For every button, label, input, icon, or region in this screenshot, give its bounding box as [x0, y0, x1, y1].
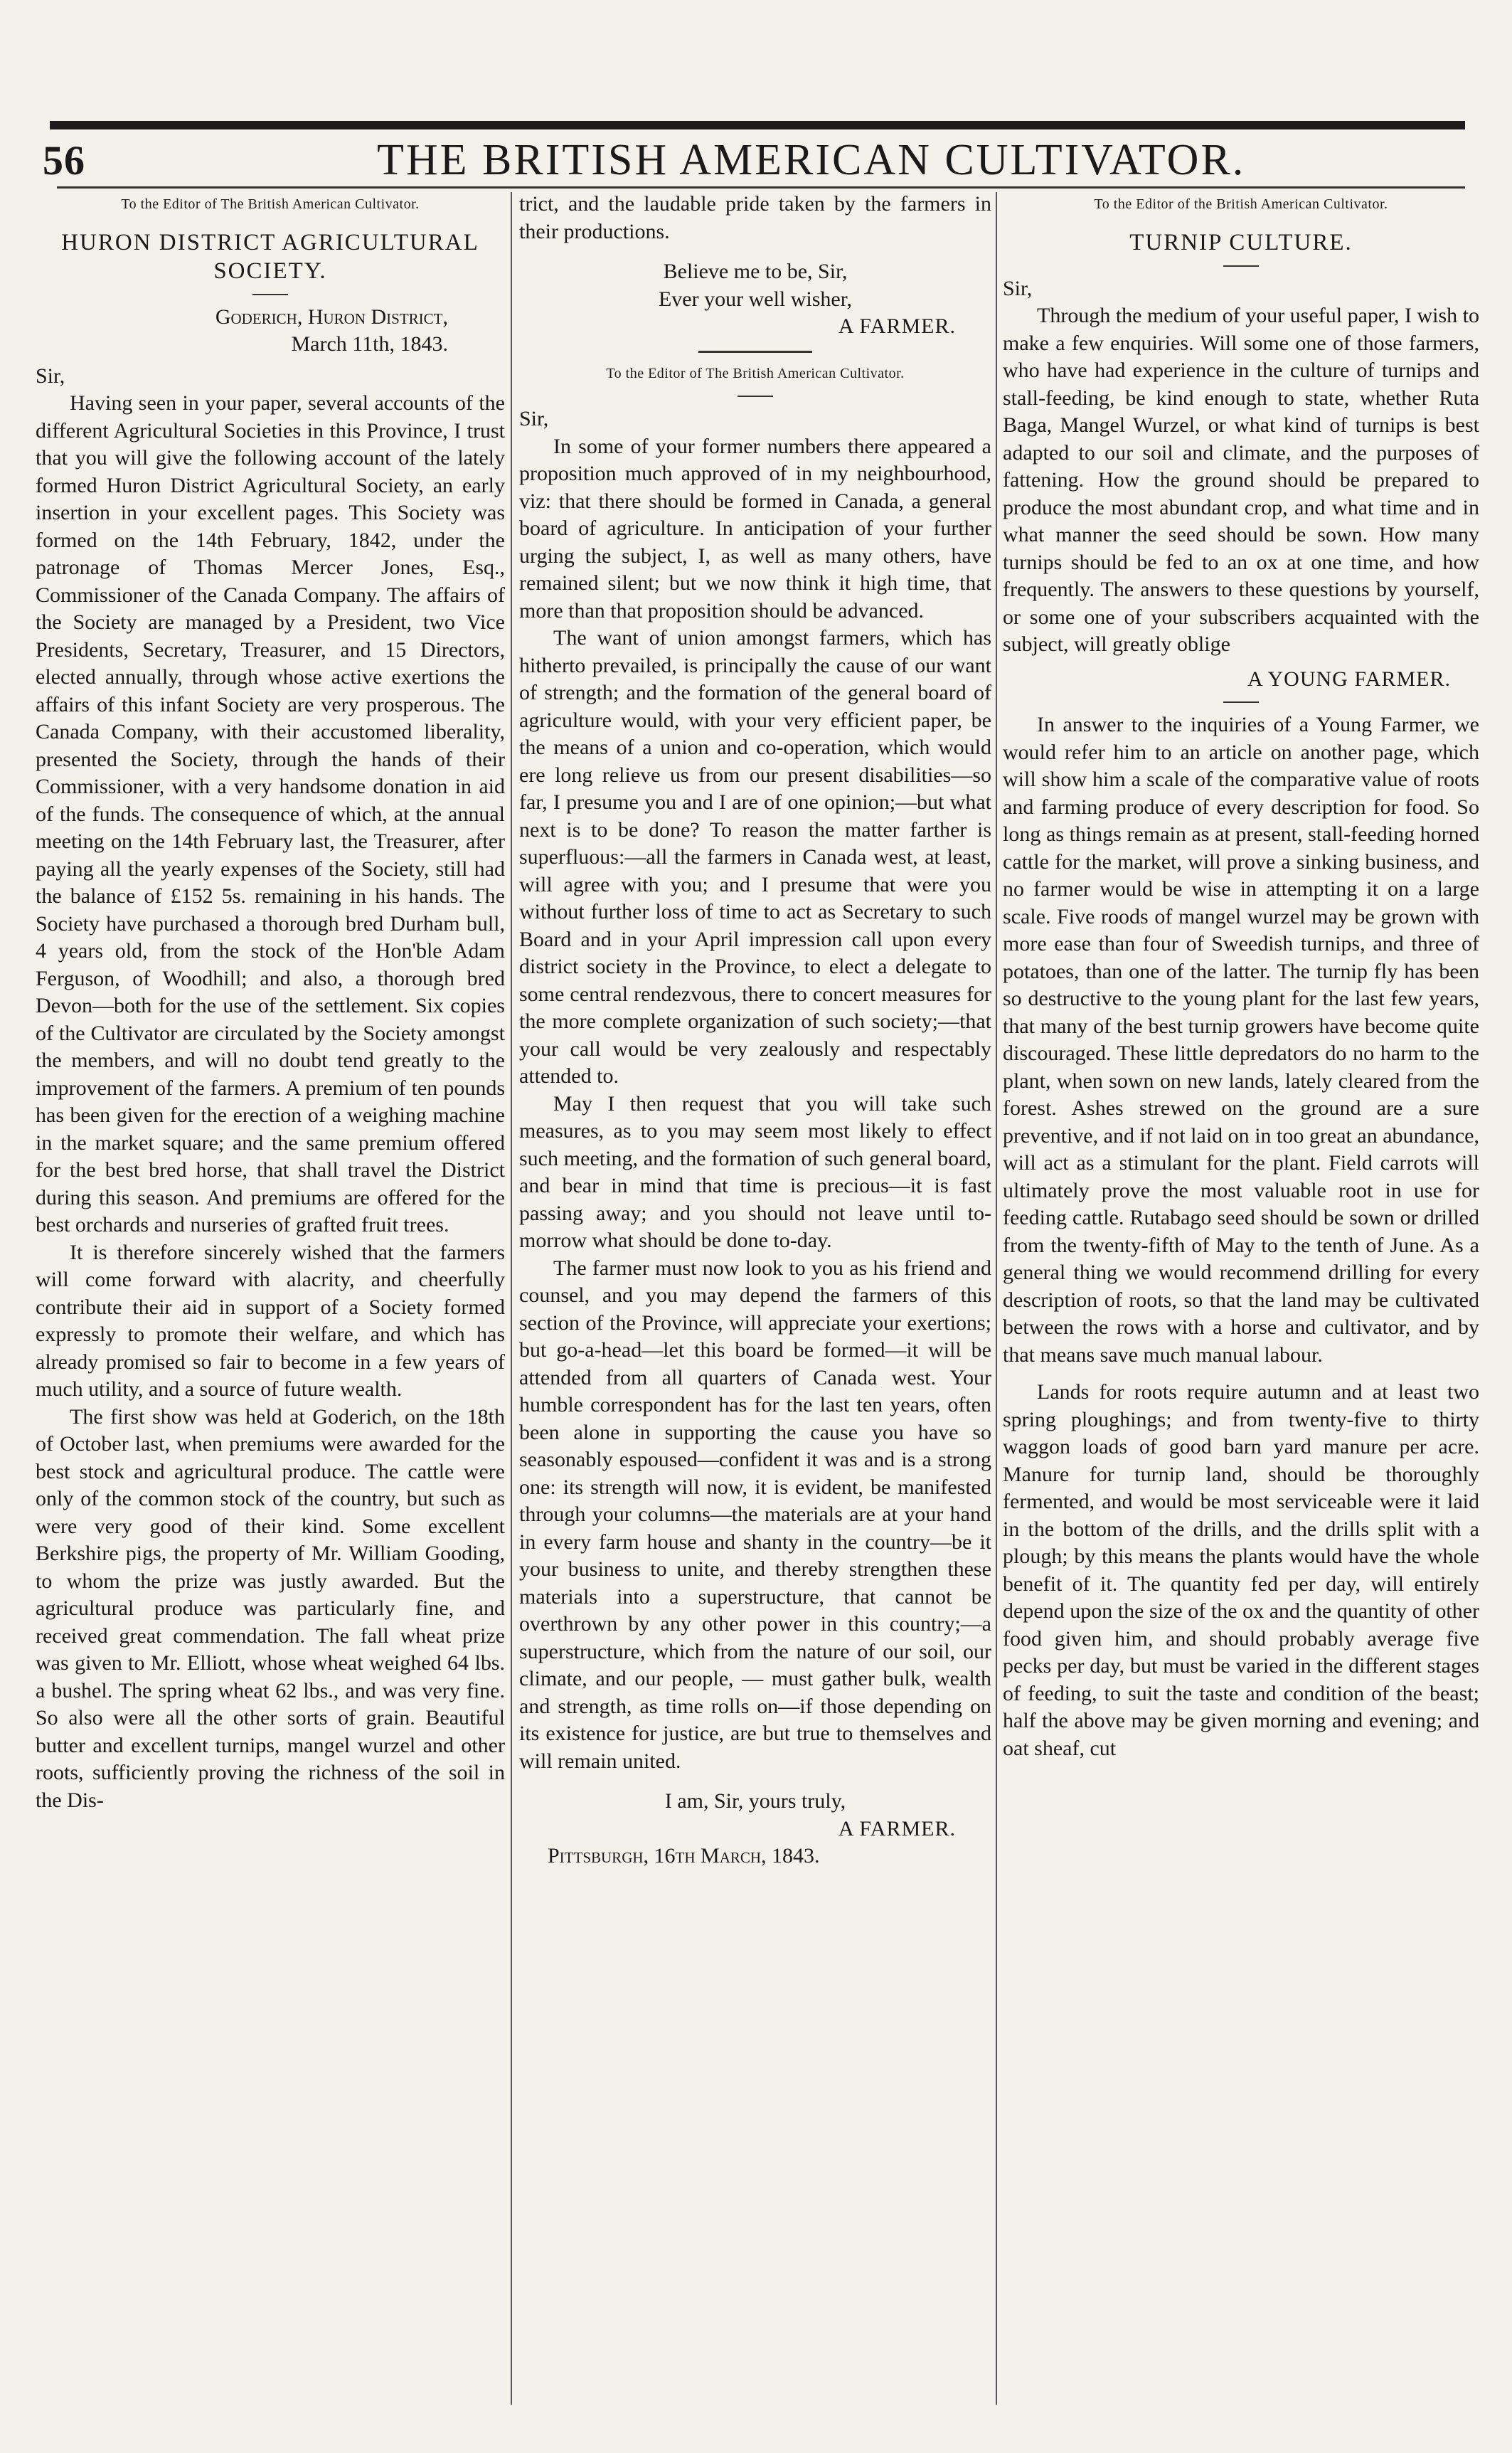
paragraph: May I then request that you will take such measures, as to you may seem most likely to effect such meeting, and the formation of such general board, and bear in mind that time is precious—it is fast passing away; and you should not leave until to-morrow what should be done to-day. [519, 1091, 991, 1252]
signature: A FARMER. [838, 314, 956, 338]
paragraph: In some of your former numbers there appeared a proposition much approved of in my neighbourhood, viz: that there should be formed in Canada, a general board of agriculture. In anticipation of your further urging the subject, I, as well as many others, have remained silent; but we now think it high time, that more than that proposition should be advanced. [519, 434, 991, 622]
salutation: Sir, [1003, 276, 1033, 300]
closing-line: Ever your well wisher, [658, 287, 853, 311]
salutation: Sir, [519, 407, 549, 430]
newspaper-title: THE BRITISH AMERICAN CULTIVATOR. [377, 136, 1246, 184]
paragraph: Through the medium of your useful paper, I wish to make a few enquiries. Will some one of those farmers, who have had experience in the culture of turnips and stall-feeding, be kind enough to state, whether Ruta Baga, Mangel Wurzel, or what kind of turnips is best adapted to our soil and climate, and the purposes of fattening. How the ground should be prepared to produce the most abundant crop, and what time and in what manner the seed should be sown. How many turnips should be fed to an ox at one time, and how frequently. The answers to these questions by yourself, or some one of your subscribers acquainted with the subject, will greatly oblige [1003, 304, 1480, 656]
editor-address: To the Editor of the British American Cultivator. [1094, 196, 1388, 212]
paragraph: The farmer must now look to you as his friend and counsel, and you may depend the farmers of this section of the Province, will appreciate your exertions; but go-a-head—let this board be formed—it will be attended from all quarters of Canada west. Your humble correspondent has for the last ten years, often been alone in supporting the cause you have so seasonably espoused—confident it was and is a strong one: its strength will now, it is evident, be manifested through your columns—the materials are at your hand in every farm house and shanty in the country—be it your business to unite, and thereby strengthen these materials into a superstructure, that cannot be overthrown by any other power in this country;—a superstructure, which from the nature of our soil, our climate, and our people, — must gather bulk, wealth and strength, as time rolls on—if those depending on its existence for justice, are but true to themselves and will remain united. [519, 1256, 991, 1773]
column-divider [996, 192, 997, 2405]
separator-dash [1223, 701, 1259, 703]
closing-line: I am, Sir, yours truly, [664, 1789, 846, 1813]
paragraph: trict, and the laudable pride taken by the farmers in their productions. [519, 192, 991, 243]
masthead [43, 132, 1465, 189]
paragraph: The first show was held at Goderich, on the 18th of October last, when premiums were awarded for the best stock and agricultural produce. The cattle were only of the common stock of the country, but such as were very good of their kind. Some excellent Berkshire pigs, the property of Mr. William Gooding, to whom the prize was justly awarded. But the agricultural produce was particularly fine, and received great commendation. The fall wheat prize was given to Mr. Elliott, whose wheat weighed 64 lbs. a bushel. The spring wheat 62 lbs., and was very fine. So also were all the other sorts of grain. Beautiful butter and excellent turnips, mangel wurzel and other roots, sufficiently proving the richness of the soil in the Dis- [36, 1404, 505, 1812]
column-2 [519, 191, 991, 1870]
page-number: 56 [43, 137, 85, 184]
column-3 [1003, 191, 1479, 1762]
article-heading: HURON DISTRICT AGRICULTURAL SOCIETY. [61, 229, 479, 284]
dateline-place: Goderich, Huron District, [215, 304, 448, 329]
article-heading: TURNIP CULTURE. [1129, 229, 1353, 255]
masthead-rule [57, 186, 1465, 189]
dateline: Pittsburgh, 16th March, 1843. [548, 1844, 820, 1867]
signature: A FARMER. [838, 1816, 956, 1840]
column-divider [511, 192, 512, 2405]
top-rule [50, 121, 1465, 129]
closing-line: Believe me to be, Sir, [663, 260, 848, 283]
separator-dash [1223, 265, 1259, 267]
paragraph: It is therefore sincerely wished that the farmers will come forward with alacrity, and cheerfully contribute their aid in support of a Society formed expressly to promote their welfare, and which has already promised so fair to become in a few years of much utility, and a source of future wealth. [36, 1240, 505, 1401]
salutation: Sir, [36, 364, 65, 388]
separator-dash [738, 396, 773, 397]
signature: A YOUNG FARMER. [1247, 667, 1451, 691]
editor-address: To the Editor of The British American Cultivator. [121, 196, 420, 212]
dateline-date: March 11th, 1843. [291, 332, 448, 356]
separator-rule [698, 351, 812, 353]
paragraph: The want of union amongst farmers, which has hitherto prevailed, is principally the cause of our want of strength; and the formation of the general board of agriculture would, with your very efficient paper, be the means of a union and co-operation, which would ere long relieve us from our present disabilities—so far, I presume you and I are of one opinion;—but what next is to be done? To reason the matter farther is superfluous:—all the farmers in Canada west, at least, will agree with you; and I presume that were you without further loss of time to act as Secretary to such Board and in your April impression call upon every district society in the Province, to elect a delegate to some central rendezvous, there to concert measures for the more complete organization of such society;—that your call would be very zealously and respectably attended to. [519, 626, 991, 1088]
paragraph: Having seen in your paper, several accounts of the different Agricultural Societies in this Province, I trust that you will give the following account of the lately formed Huron District Agricultural Society, an early insertion in your excellent pages. This Society was formed on the 14th February, 1842, under the patronage of Thomas Mercer Jones, Esq., Commissioner of the Canada Company. The affairs of the Society are managed by a President, two Vice Presidents, Secretary, Treasurer, and 15 Directors, elected annually, through whose active exertions the affairs of this infant Society are very prosperous. The Canada Company, with their accustomed liberality, presented the Society, through the hands of their Commissioner, with a very handsome donation in aid of the funds. The consequence of which, at the annual meeting on the 14th February last, the Treasurer, after paying all the yearly expenses of the Society, still had the balance of £152 5s. remaining in his hands. The Society have purchased a thorough bred Durham bull, 4 years old, from the stock of the Hon'ble Adam Ferguson, of Woodhill; and also, a thorough bred Devon—both for the use of the settlement. Six copies of the Cultivator are circulated by the Society amongst the members, and will no doubt tend greatly to the improvement of the farmers. A premium of ten pounds has been given for the erection of a weighing machine in the market square; and the same premium offered for the best bred horse, that shall travel the District during this season. And premiums are offered for the best orchards and nurseries of grafted fruit trees. [36, 391, 505, 1236]
editor-address: To the Editor of The British American Cultivator. [606, 365, 905, 381]
paragraph: Lands for roots require autumn and at least two spring ploughings; and from twenty-five to thirty waggon loads of good barn yard manure per acre. Manure for turnip land, should be thoroughly fermented, and would be most serviceable were it laid in the bottom of the drills, and the drills split with a plough; by this means the plants would have the whole benefit of it. The quantity fed per day, will entirely depend upon the size of the ox and the quantity of other food given him, and should probably average five pecks per day, but must be varied in the different stages of feeding, to suit the taste and condition of the beast; half the above may be given morning and evening; and oat sheaf, cut [1003, 1380, 1479, 1760]
paragraph: In answer to the inquiries of a Young Farmer, we would refer him to an article on another page, which will show him a scale of the comparative value of roots and farming produce of every description for food. So long as things remain as at present, stall-feeding horned cattle for the market, will prove a sinking business, and no farmer would be wise in attempting it on a large scale. Five roods of mangel wurzel may be grown with more ease than four of Sweedish turnips, and three of potatoes, than one of the latter. The turnip fly has been so destructive to the young plant for the last few years, that many of the best turnip growers have become quite discouraged. These little depredators do no harm to the plant, when sown on new lands, lately cleared from the forest. Ashes strewed on the ground are a sure preventive, and if not laid on in too great an abundance, will act as a stimulant for the plant. Field carrots will ultimately prove the most valuable root in use for feeding cattle. Rutabago seed should be sown or drilled from the twenty-fifth of May to the tenth of June. As a general thing we would recommend drilling for every description of roots, so that the land may be cultivated between the rows with a horse and cultivator, and by that means save much manual labour. [1003, 713, 1479, 1367]
separator-dash [252, 294, 288, 295]
column-1 [36, 191, 505, 1814]
